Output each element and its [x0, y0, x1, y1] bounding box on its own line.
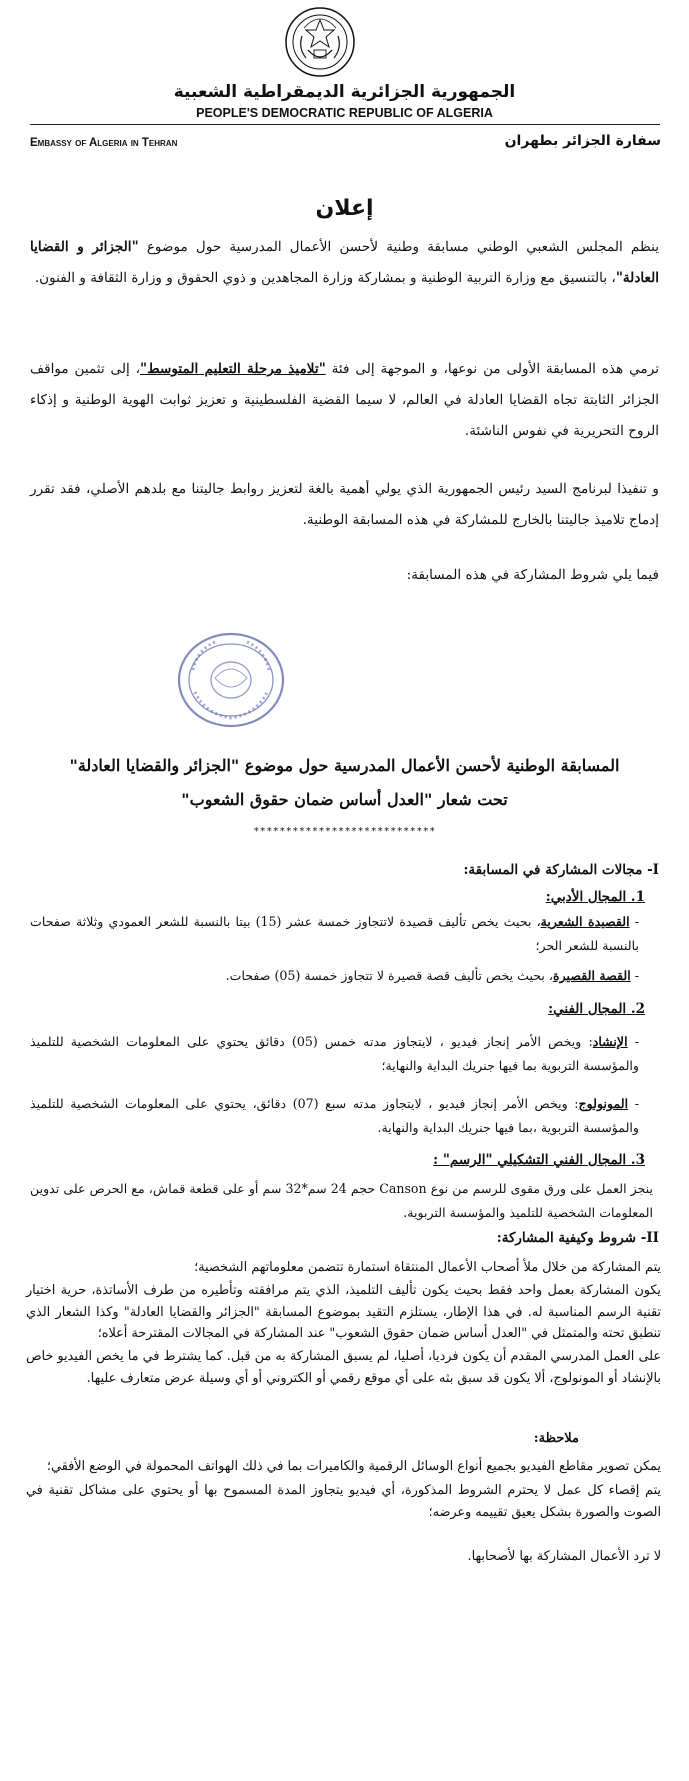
official-stamp-icon: [175, 630, 287, 730]
embassy-name-english: Embassy of Algeria in Tehran: [30, 137, 178, 149]
anthem-item: - الإنشاد: ويخص الأمر إنجاز فيديو ، لايتجاوز مدته خمس (05) دقائق يحتوي على المعلومات الشخصية للتلميذ والمؤسسة التربوية بما فيها جنريك البداية والنهاية؛: [30, 1034, 639, 1073]
note-item: يتم إقصاء كل عمل لا يحترم الشروط المذكورة، أي فيديو يتجاوز المدة المسموح بها أو يحتوي على مشاكل تقنية في الصوت والصورة بشكل يعيق تقييمه وعرضه؛: [26, 1483, 661, 1520]
condition-item: يتم المشاركة من خلال ملأ أصحاب الأعمال المنتقاة استمارة تتضمن معلوماتهم الشخصية؛: [194, 1260, 661, 1275]
contest-heading: المسابقة الوطنية لأحسن الأعمال المدرسية حول موضوع "الجزائر والقضايا العادلة": [69, 756, 620, 775]
condition-item: على العمل المدرسي المقدم أن يكون فرديا، أصليا، لم يسبق المشاركة به من قبل. كما يشترط في ما يخص الفيديو خاص بالإنشاد أو المونولوج، ألا يكون قد سبق بثه على أي موقع رقمي أو الكتروني أو أي وسيلة عرض متعارف عليها.: [26, 1349, 661, 1386]
paragraph-target: ترمي هذه المسابقة الأولى من نوعها، و الموجهة إلى فئة "تلاميذ مرحلة التعليم المتوسط"، إلى تثمين مواقف الجزائر الثابتة تجاه القضايا العادلة في العالم، لا سيما القضية الفلسطينية و تعزيز ثوابت الهوية الوطنية و إذكاء الروح التحريرية في نفوس الناشئة.: [30, 361, 659, 439]
monologue-item: - المونولوج: ويخص الأمر إنجاز فيديو ، لايتجاوز مدته سبع (07) دقائق، يحتوي على المعلومات الشخصية للتلميذ والمؤسسة التربوية ،بما فيها جنريك البداية والنهاية.: [30, 1096, 639, 1135]
country-name-english: PEOPLE'S DEMOCRATIC REPUBLIC OF ALGERIA: [196, 106, 493, 120]
section-1-title: I- مجالات المشاركة في المسابقة:: [463, 862, 659, 878]
target-group: "تلاميذ مرحلة التعليم المتوسط": [140, 361, 326, 377]
note-item: يمكن تصوير مقاطع الفيديو بجميع أنواع الوسائل الرقمية والكاميرات بما في ذلك الهواتف المحمولة في الوضع الأفقي؛: [46, 1459, 661, 1474]
note-item: لا ترد الأعمال المشاركة بها لأصحابها.: [467, 1549, 661, 1564]
algeria-emblem-icon: [284, 6, 356, 78]
art-field-title: 2. المجال الفني:: [548, 1001, 645, 1017]
paragraph-diaspora: و تنفيذا لبرنامج السيد رئيس الجمهورية الذي يولي أهمية بالغة لتعزيز روابط جاليتنا مع بلدهم الأصلي، فقد تقرر إدماج تلاميذ جاليتنا بالخارج للمشاركة في هذه المسابقة الوطنية.: [30, 481, 659, 528]
section-2-title: II- شروط وكيفية المشاركة:: [496, 1230, 659, 1246]
paragraph-intro: ينظم المجلس الشعبي الوطني مسابقة وطنية لأحسن الأعمال المدرسية حول موضوع "الجزائر و القضايا العادلة"، بالتنسيق مع وزارة التربية الوطنية و بمشاركة وزارة المجاهدين و ذوي الحقوق و وزارة الثقافة و الفنون.: [30, 239, 659, 286]
country-name-arabic: الجمهورية الجزائرية الديمقراطية الشعبية: [173, 82, 516, 102]
contest-slogan: تحت شعار "العدل أساس ضمان حقوق الشعوب": [181, 790, 508, 809]
drawing-item: ينجز العمل على ورق مقوى للرسم من نوع Canson حجم 24 سم*32 سم أو على قطعة قماش، مع الحرص على تدوين المعلومات الشخصية للتلميذ والمؤسسة التربوية.: [30, 1181, 653, 1220]
star-divider: ****************************: [253, 826, 436, 837]
paragraph-conditions-intro: فيما يلي شروط المشاركة في هذه المسابقة:: [406, 567, 659, 583]
literary-field-title: 1. المجال الأدبي:: [545, 889, 645, 905]
plastic-art-title: 3. المجال الفني التشكيلي "الرسم" :: [433, 1152, 645, 1168]
announcement-title: إعلان: [315, 196, 374, 221]
embassy-name-arabic: سفارة الجزائر بطهران: [504, 133, 661, 149]
condition-item: يكون المشاركة بعمل واحد فقط بحيث يكون تأليف التلميذ، الذي يتم مرافقته وتأطيره من طرف الأساتذة، حرية اختيار تقنية الرسم المناسبة له. في هذا الإطار، يستلزم التقيد بموضوع المسابقة "الجزائر والقضايا العادلة" وكذا الشعار الذي تنطبق تحته والمتمثل في "العدل أساس ضمان حقوق الشعوب" عند المشاركة في المجالات المقترحة أعلاه؛: [26, 1283, 661, 1341]
contest-theme: "الجزائر و القضايا العادلة": [30, 239, 659, 286]
short-story-item: - القصة القصيرة، بحيث يخص تأليف قصة قصيرة لا تتجاوز خمسة (05) صفحات.: [225, 968, 639, 983]
header-divider: [30, 124, 660, 125]
poem-item: - القصيدة الشعرية، بحيث يخص تأليف قصيدة لاتتجاوز خمسة عشر (15) بيتا بالنسبة للشعر العمودي وثلاثة صفحات بالنسبة للشعر الحر؛: [30, 914, 640, 953]
note-title: ملاحظة:: [533, 1431, 579, 1446]
